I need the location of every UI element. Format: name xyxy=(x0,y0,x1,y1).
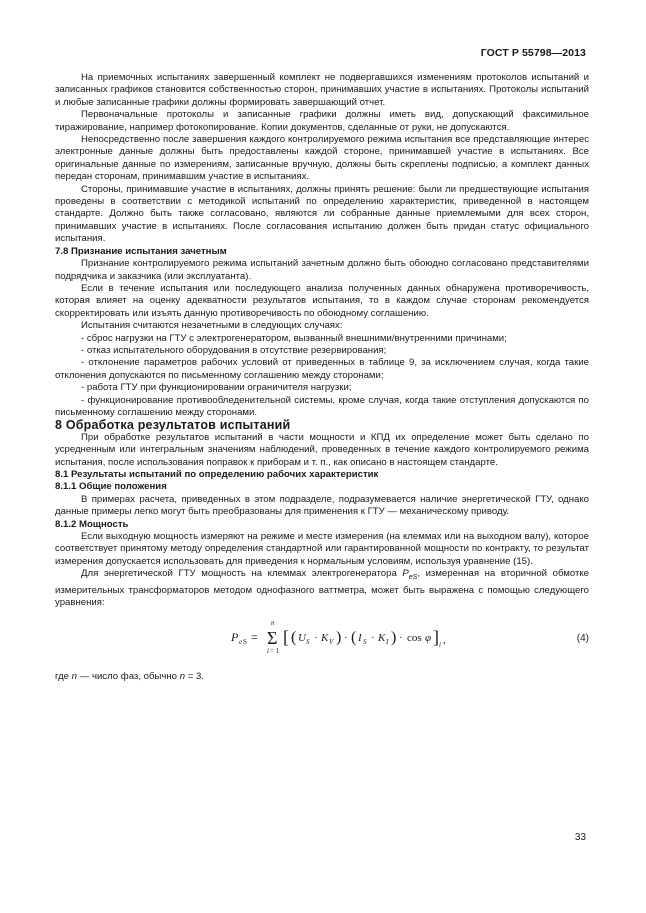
svg-text:S: S xyxy=(243,638,247,647)
text-run: = 3. xyxy=(185,671,204,683)
symbol-n: n xyxy=(71,671,78,683)
paragraph: Признание контролируемого режима испытаний зачетным должно быть обоюдно согласовано представителями подрядчика и заказчика (или эксплуатанта). xyxy=(55,258,589,282)
text-run: — число фаз, обычно xyxy=(77,671,180,683)
text-run: Для энергетической ГТУ мощность на клеммах электрогенератора xyxy=(81,568,403,580)
paragraph: Стороны, принимавшие участие в испытаниях, должны принять решение: были ли предшествующие испытания проведены в соответствии с методикой испытаний по определению характеристик, приведенной в настоящем стандарте. Должно быть также согласовано, являются ли собранные данные приемлемыми для всех сторон, принимавших участие в испытаниях. После согласования испытанию должен быть придан статус официального испытания. xyxy=(55,183,589,245)
paragraph: При обработке результатов испытаний в части мощности и КПД их определение может быть сделано по усредненным или интегральным значениям наблюдений, проведенных в течение каждого контролируемого режима испытания, после использования поправок к приборам и т. п., как описано в настоящем стандарте. xyxy=(55,431,589,468)
svg-text:[: [ xyxy=(283,627,289,648)
document-body xyxy=(55,72,589,684)
svg-text:): ) xyxy=(391,629,397,647)
svg-text:=: = xyxy=(251,630,258,645)
equation-svg xyxy=(55,613,589,659)
svg-text:,: , xyxy=(443,634,446,647)
where-clause xyxy=(55,671,589,683)
svg-text:): ) xyxy=(336,629,342,647)
subsection-heading-8-1-2: 8.1.2 Мощность xyxy=(55,518,129,530)
svg-text:·: · xyxy=(399,632,403,645)
list-item: - отклонение параметров рабочих условий от приведенных в таблице 9, за исключением случая, когда такие отклонения допускаются по письменному соглашению между сторонами; xyxy=(55,357,589,381)
list-item: - функционирование противообледенительной системы, кроме случая, когда такие отступления допускаются по письменному соглашению между сторонами. xyxy=(55,394,589,418)
svg-text:]: ] xyxy=(433,627,439,648)
svg-text:i: i xyxy=(267,647,269,656)
svg-text:V: V xyxy=(329,638,334,647)
paragraph: Первоначальные протоколы и записанные графики должны иметь вид, допускающий факсимильное тиражирование, например фотокопирование. Копии документов, сделанные от руки, не допускаются. xyxy=(55,109,589,133)
list-item: - сброс нагрузки на ГТУ с электрогенератором, вызванный внешними/внутренними причинами; xyxy=(81,332,507,344)
paragraph: Если в течение испытания или последующего анализа полученных данных обнаружена противоречивость, которая влияет на оценку адекватности результатов испытания, то в каждом случае сторонам рекомендуется скорректировать или изъять данную противоречивость по обоюдному соглашению. xyxy=(55,282,589,319)
symbol-n: n xyxy=(179,671,186,683)
svg-text:= 1: = 1 xyxy=(270,647,280,656)
text-run: где xyxy=(55,671,72,683)
equation-number: (4) xyxy=(576,633,589,645)
paragraph: В примерах расчета, приведенных в этом подразделе, подразумевается наличие энергетической ГТУ, однако данные примеры легко могут быть преобразованы для применения к ГТУ — механическому приводу. xyxy=(55,493,589,518)
section-heading-7-8: 7.8 Признание испытания зачетным xyxy=(55,245,227,257)
standard-header: ГОСТ Р 55798—2013 xyxy=(480,47,586,59)
text-run: , измеренная на вторичной обмотке измерительных трансформаторов методом однофазного ваттметра, может быть выражена с помощью следующего уравнения: xyxy=(55,568,589,608)
svg-text:cos: cos xyxy=(407,632,422,645)
svg-text:n: n xyxy=(271,619,275,628)
svg-text:Σ: Σ xyxy=(267,628,278,649)
svg-text:I: I xyxy=(358,632,362,645)
paragraph: Испытания считаются незачетными в следующих случаях: xyxy=(81,320,343,332)
list-item: - отказ испытательного оборудования в отсутствие резервирования; xyxy=(81,344,387,356)
svg-text:S: S xyxy=(306,638,310,647)
subsection-heading-8-1: 8.1 Результаты испытаний по определению рабочих характеристик xyxy=(55,469,379,480)
svg-text:(: ( xyxy=(291,629,297,647)
symbol-power: P xyxy=(402,568,409,580)
paragraph: На приемочных испытаниях завершенный комплект не подвергавшихся изменениям протоколов испытаний и записанных графиков становится собственностью сторон, принимавших участие в испытаниях. Протоколы испытаний и любые записанные графики должны формировать завершающий отчет. xyxy=(55,72,589,108)
paragraph: Если выходную мощность измеряют на режиме и месте измерения (на клеммах или на выходном валу), которое соответствует принятому методу определения стандартной или гарантированной мощности по контракту, то результат измерения допускается использовать для приведения к нормальным условиям, используя уравнение (15). xyxy=(55,531,589,567)
paragraph xyxy=(55,568,589,609)
svg-text:(: ( xyxy=(351,629,357,647)
svg-text:φ: φ xyxy=(425,632,432,645)
svg-text:i: i xyxy=(439,641,441,650)
svg-text:I: I xyxy=(386,638,389,647)
section-heading-8: 8 Обработка результатов испытаний xyxy=(55,418,291,433)
svg-text:·: · xyxy=(314,632,318,645)
svg-text:·: · xyxy=(371,632,375,645)
svg-text:·: · xyxy=(344,632,348,645)
svg-text:S: S xyxy=(363,638,367,647)
symbol-subscript: eS xyxy=(408,574,418,582)
svg-text:K: K xyxy=(321,632,329,645)
equation-4 xyxy=(55,613,589,659)
paragraph: Непосредственно после завершения каждого контролируемого режима испытания все представляющие интерес электронные данные должны быть предоставлены каждой стороне, принимавшей участие в испытаниях. Все оригинальные данные по измерениям, записанные вручную, должны быть скреплены подписью, а комплект данных передан сторонам, принимавшим участие в испытаниях. xyxy=(55,134,589,183)
svg-text:K: K xyxy=(378,632,386,645)
svg-text:P: P xyxy=(231,630,239,645)
list-item: - работа ГТУ при функционировании ограничителя нагрузки; xyxy=(81,382,352,394)
subsection-heading-8-1-1: 8.1.1 Общие положения xyxy=(55,481,167,493)
svg-text:e: e xyxy=(239,638,243,647)
page-number: 33 xyxy=(574,832,586,843)
svg-text:U: U xyxy=(298,632,306,645)
